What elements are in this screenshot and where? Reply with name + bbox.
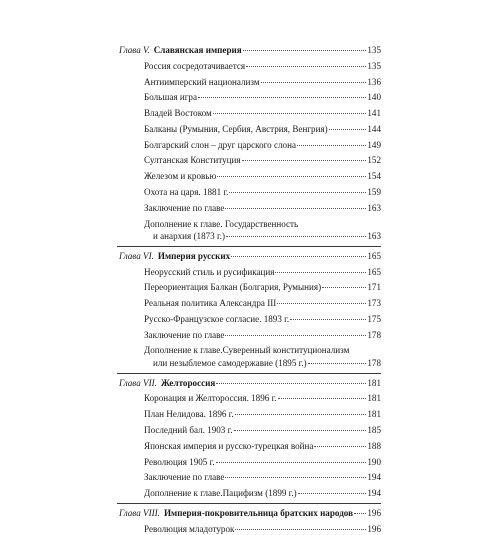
chapter-title: Желтороссия: [161, 377, 215, 390]
dot-leader: [235, 529, 366, 530]
page-number: 185: [367, 424, 381, 437]
toc-entry[interactable]: [117, 186, 381, 199]
chapter-heading[interactable]: [117, 44, 381, 57]
toc-entry[interactable]: [117, 154, 381, 167]
entry-title: Заключение по главе: [144, 202, 224, 215]
toc-entry[interactable]: [117, 123, 381, 136]
page-number: 135: [367, 60, 381, 73]
dot-leader: [217, 176, 366, 177]
chapter-label: Глава VI.: [119, 250, 154, 263]
dot-leader: [290, 319, 366, 320]
page-number: 163: [367, 230, 381, 243]
dot-leader: [226, 236, 366, 237]
dot-leader: [225, 335, 366, 336]
page-number: 175: [367, 313, 381, 326]
toc-entry[interactable]: [117, 440, 381, 453]
page-number: 196: [367, 507, 381, 520]
entry-title: Неорусский стиль и русификация: [144, 266, 274, 279]
dot-leader: [234, 430, 366, 431]
entry-title: Революция 1905 г.: [144, 456, 215, 469]
dot-leader: [275, 272, 366, 273]
entry-title-line1: Дополнение к главе.Суверенный конституционализм: [144, 344, 381, 357]
entry-title: Владей Востоком: [144, 107, 212, 120]
dot-leader: [216, 383, 366, 384]
chapter-title: Империя-покровительница братских народов: [164, 507, 353, 520]
toc-entry[interactable]: [117, 408, 381, 421]
entry-title: Заключение по главе: [144, 329, 224, 342]
entry-title: Заключение по главе: [144, 471, 224, 484]
page-number: 196: [367, 523, 381, 535]
page-number: 165: [367, 250, 381, 263]
chapter-heading[interactable]: [117, 246, 381, 263]
chapter-label: Глава VIII.: [119, 507, 160, 520]
dot-leader: [225, 477, 366, 478]
entry-title: Болгарский слон – друг царского слона: [144, 139, 296, 152]
entry-title-line1: Дополнение к главе. Государственность: [144, 218, 381, 231]
entry-title: Дополнение к главе.Пацифизм (1899 г.): [144, 487, 297, 500]
page-number: 159: [367, 186, 381, 199]
page-number: 163: [367, 202, 381, 215]
dot-leader: [329, 129, 366, 130]
toc-entry[interactable]: [117, 170, 381, 183]
page-number: 181: [367, 377, 381, 390]
toc-entry[interactable]: [117, 523, 381, 535]
dot-leader: [243, 50, 366, 51]
entry-title-line2: и анархия (1873 г.): [153, 230, 225, 243]
toc-entry[interactable]: [117, 281, 381, 294]
toc-entry[interactable]: [117, 91, 381, 104]
entry-title: Коронация и Желтороссия. 1896 г.: [144, 392, 277, 405]
page-number: 140: [367, 91, 381, 104]
dot-leader: [231, 256, 366, 257]
page-number: 181: [367, 408, 381, 421]
dot-leader: [261, 82, 366, 83]
toc-entry[interactable]: [117, 107, 381, 120]
page-number: 144: [367, 123, 381, 136]
dot-leader: [297, 145, 366, 146]
entry-title: Революция младотурок: [144, 523, 234, 535]
entry-title: План Нелидова. 1896 г.: [144, 408, 234, 421]
dot-leader: [277, 303, 366, 304]
dot-leader: [225, 208, 366, 209]
page-number: 154: [367, 170, 381, 183]
entry-title: Антиимперский национализм: [144, 76, 260, 89]
entry-title: Последний бал. 1903 г.: [144, 424, 233, 437]
page-number: 190: [367, 456, 381, 469]
entry-title: Охота на царя. 1881 г.: [144, 186, 228, 199]
toc-entry[interactable]: [117, 471, 381, 484]
dot-leader: [314, 446, 366, 447]
entry-title: Японская империя и русско-турецкая война: [144, 440, 313, 453]
page-number: 136: [367, 76, 381, 89]
entry-title-line2-row: [144, 357, 381, 370]
page-number: 165: [367, 266, 381, 279]
dot-leader: [213, 113, 366, 114]
entry-title: Железом и кровью: [144, 170, 216, 183]
page-number: 173: [367, 297, 381, 310]
chapter-label: Глава VII.: [119, 377, 157, 390]
chapter-title: Империя русских: [158, 250, 230, 263]
page-number: 149: [367, 139, 381, 152]
entry-title: Реальная политика Александра III: [144, 297, 276, 310]
page-number: 171: [367, 281, 381, 294]
dot-leader: [242, 160, 366, 161]
dot-leader: [229, 192, 366, 193]
entry-title: Балканы (Румыния, Сербия, Австрия, Венгрия): [144, 123, 328, 136]
page-number: 135: [367, 44, 381, 57]
dot-leader: [246, 66, 366, 67]
page-number: 152: [367, 154, 381, 167]
dot-leader: [216, 462, 366, 463]
dot-leader: [235, 414, 366, 415]
dot-leader: [278, 398, 366, 399]
entry-title-line2: или незыблемое самодержавие (1895 г.): [153, 357, 307, 370]
entry-title: Большая игра: [144, 91, 197, 104]
entry-title: Султанская Конституция: [144, 154, 241, 167]
toc-entry[interactable]: [117, 139, 381, 152]
toc-entry[interactable]: [117, 487, 381, 500]
page-number: 178: [367, 329, 381, 342]
chapter-heading[interactable]: [117, 373, 381, 390]
table-of-contents: [117, 44, 381, 535]
page-number: 181: [367, 392, 381, 405]
toc-entry[interactable]: [117, 329, 381, 342]
dot-leader: [354, 513, 366, 514]
page-number: 188: [367, 440, 381, 453]
page-number: 194: [367, 471, 381, 484]
chapter-title: Славянская империя: [154, 44, 242, 57]
entry-title: Переориентация Балкан (Болгария, Румыния): [144, 281, 321, 294]
page-number: 194: [367, 487, 381, 500]
dot-leader: [198, 97, 366, 98]
toc-entry[interactable]: [117, 76, 381, 89]
entry-title-line2-row: [144, 230, 381, 243]
page-number: 141: [367, 107, 381, 120]
toc-entry[interactable]: [117, 202, 381, 215]
dot-leader: [298, 493, 366, 494]
toc-entry[interactable]: [117, 297, 381, 310]
toc-entry[interactable]: [117, 424, 381, 437]
entry-title: Россия сосредотачивается: [144, 60, 245, 73]
toc-entry[interactable]: [117, 313, 381, 326]
entry-title: Русско-Французское согласие. 1893 г.: [144, 313, 289, 326]
toc-entry[interactable]: [117, 392, 381, 405]
dot-leader: [322, 287, 366, 288]
toc-entry[interactable]: [117, 60, 381, 73]
page-number: 178: [367, 357, 381, 370]
toc-entry[interactable]: [117, 456, 381, 469]
toc-entry-multiline[interactable]: [117, 218, 381, 243]
toc-entry[interactable]: [117, 266, 381, 279]
dot-leader: [308, 363, 366, 364]
chapter-label: Глава V.: [119, 44, 150, 57]
chapter-heading[interactable]: [117, 503, 381, 520]
toc-entry-multiline[interactable]: [117, 344, 381, 369]
